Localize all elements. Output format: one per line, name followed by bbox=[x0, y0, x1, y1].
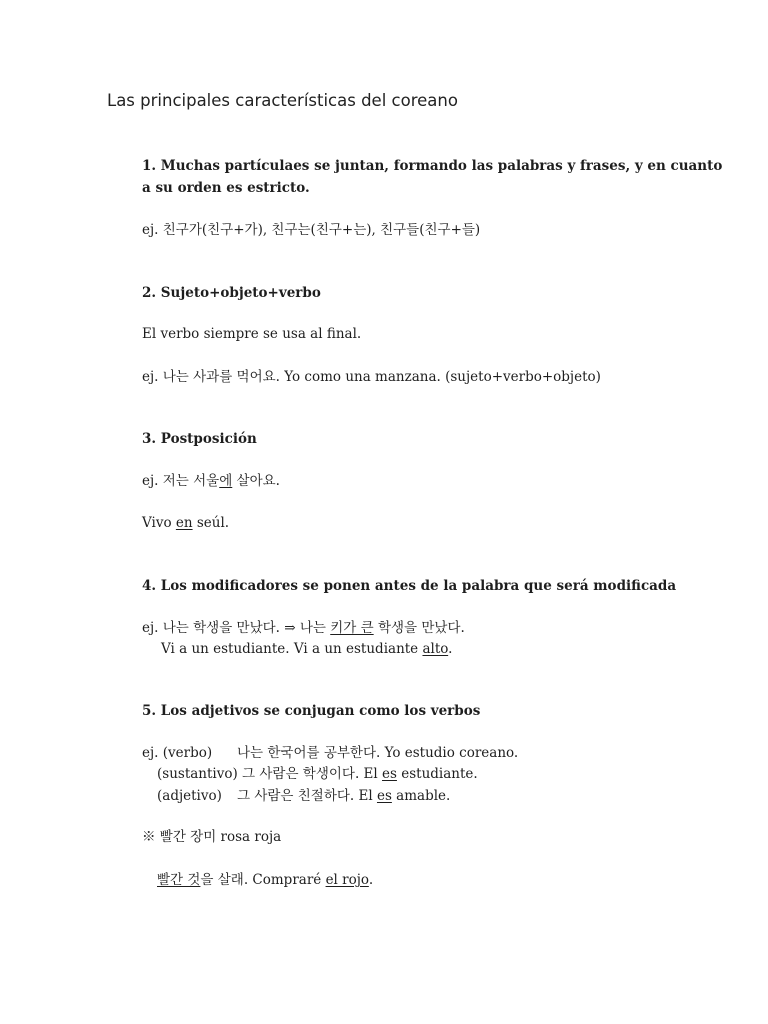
section-2-example: ej. 나는 사과를 먹어요. Yo como una manzana. (sujeto+verbo+objeto) bbox=[142, 369, 601, 385]
underlined-word: alto bbox=[422, 641, 449, 657]
section-4-example: ej. 나는 학생을 만났다. ⇒ 나는 키가 큰 학생을 만났다. bbox=[142, 620, 465, 636]
section-2-text: El verbo siempre se usa al final. bbox=[142, 326, 362, 342]
underlined-word: en bbox=[175, 515, 193, 531]
section-5-row-verbo: ej. (verbo) 나는 한국어를 공부한다. Yo estudio coreano. bbox=[142, 745, 519, 761]
section-5-row-adjetivo: (adjetivo) 그 사람은 친절하다. El es amable. bbox=[157, 788, 451, 804]
section-1-example: ej. 친구가(친구+가), 친구는(친구+는), 친구들(친구+들) bbox=[142, 222, 481, 238]
section-4-heading: 4. Los modificadores se ponen antes de la palabra que será modificada bbox=[142, 578, 677, 594]
underlined-modifier: 키가 큰 bbox=[330, 620, 374, 636]
underlined-phrase: 빨간 것 bbox=[157, 872, 201, 888]
section-5-row-sustantivo: (sustantivo) 그 사람은 학생이다. El es estudiante. bbox=[157, 766, 478, 782]
section-2-heading: 2. Sujeto+objeto+verbo bbox=[142, 285, 321, 301]
section-3-translation: Vivo en seúl. bbox=[142, 515, 230, 531]
underlined-phrase: el rojo bbox=[325, 872, 369, 888]
note-line-2: 빨간 것을 살래. Compraré el rojo. bbox=[157, 872, 374, 888]
underlined-word: es bbox=[376, 788, 392, 804]
note-line-1: ※ 빨간 장미 rosa roja bbox=[142, 829, 282, 845]
section-1-heading-line-1: 1. Muchas partículaes se juntan, formando las palabras y frases, y en cuanto bbox=[142, 158, 723, 174]
section-5-heading: 5. Los adjetivos se conjugan como los verbos bbox=[142, 703, 481, 719]
underlined-particle: 에 bbox=[219, 473, 233, 489]
section-4-translation: Vi a un estudiante. Vi a un estudiante alto. bbox=[161, 641, 453, 657]
underlined-word: es bbox=[382, 766, 397, 782]
section-3-heading: 3. Postposición bbox=[142, 431, 257, 447]
section-3-example: ej. 저는 서울에 살아요. bbox=[142, 473, 280, 489]
page-title: Las principales características del coreano bbox=[107, 91, 458, 110]
section-1-heading-line-2: a su orden es estricto. bbox=[142, 180, 310, 196]
